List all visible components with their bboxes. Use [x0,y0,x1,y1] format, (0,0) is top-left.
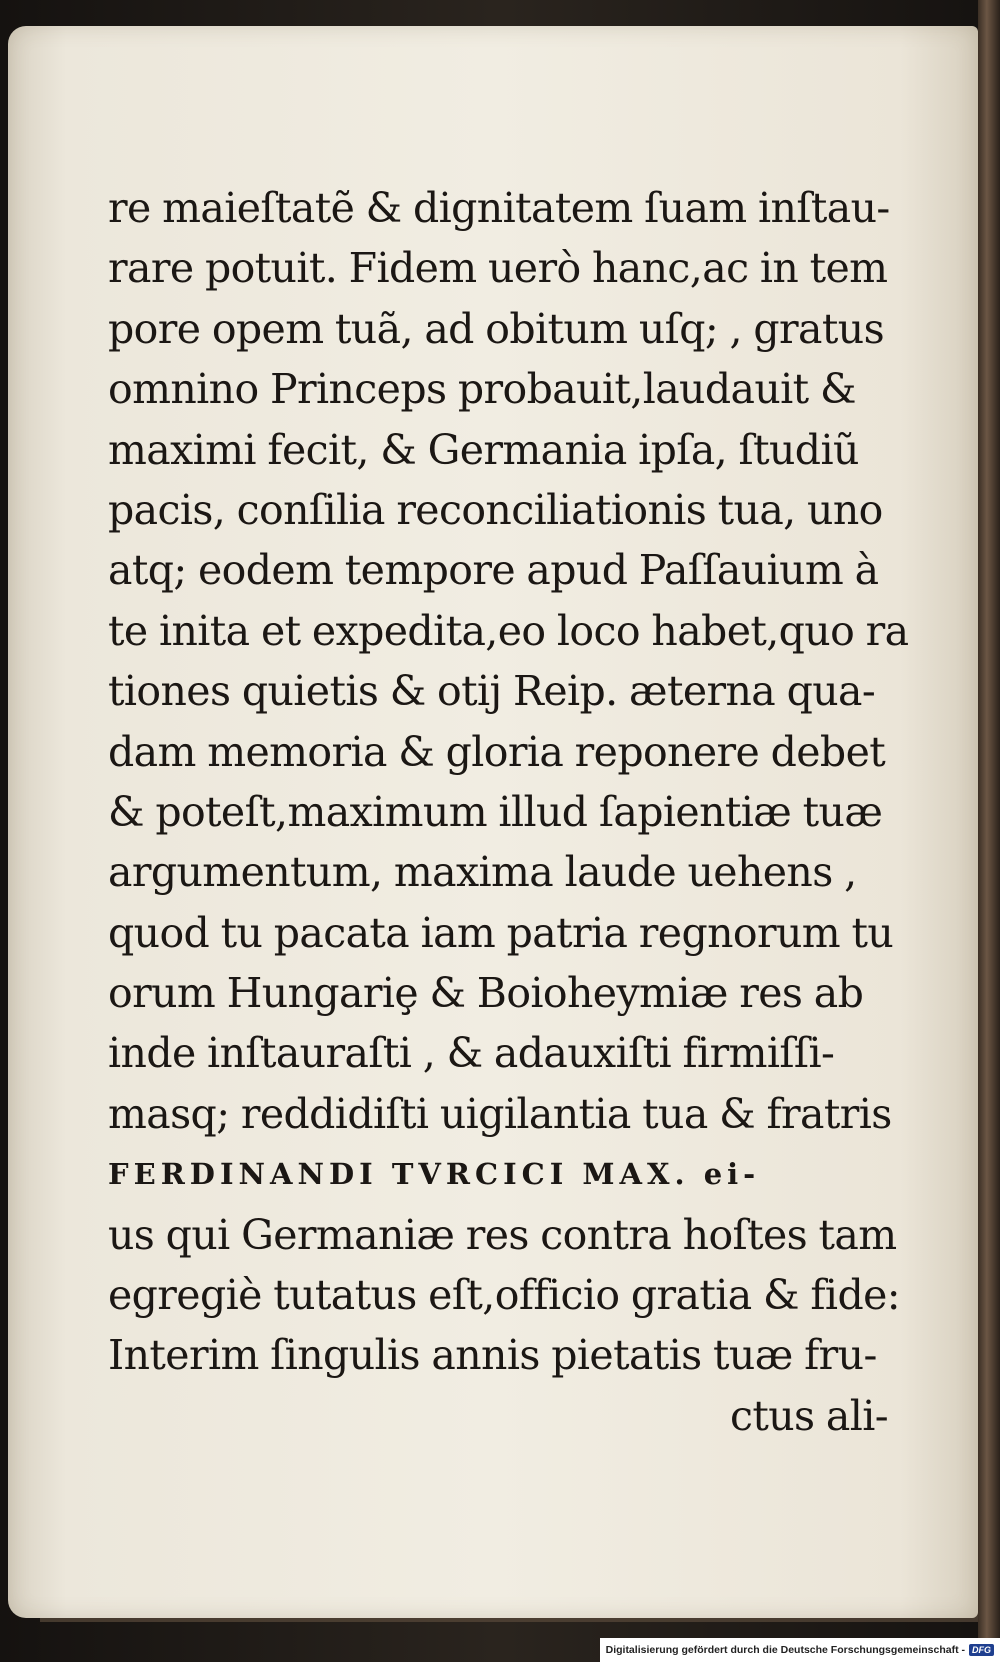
text-line: quod tu pacata iam patria regnorum tu [108,908,894,957]
text-line: & poteſt,maximum illud ſapientiæ tuæ [108,787,883,836]
footer-credit: Digitalisierung gefördert durch die Deutsche Forschungsgemeinschaft - [605,1644,965,1656]
text-line-capitals: FERDINANDI TVRCICI MAX. ei- [108,1157,761,1192]
book-edge [978,0,1000,1640]
text-line: Interim ſingulis annis pietatis tuæ fru- [108,1331,877,1380]
text-line: egregiè tutatus eſt,officio gratia & fide: [108,1271,900,1320]
dfg-logo: DFG [969,1644,994,1656]
page-text [108,178,928,1446]
text-line: us qui Germaniæ res contra hoſtes tam [108,1210,897,1259]
text-line: re maieſtatẽ & dignitatem ſuam inſtau- [108,184,890,232]
text-line: maximi fecit, & Germania ipſa, ſtudiũ [108,425,859,474]
text-line: tiones quietis & otij Reip. æterna qua- [108,667,876,716]
text-line: pacis, conſilia reconciliationis tua, uno [108,485,883,534]
text-line: pore opem tuã, ad obitum uſq; , gratus [108,304,885,353]
text-line: rare potuit. Fidem uerò hanc,ac in tem [108,244,888,293]
digitization-footer [600,1638,1000,1662]
text-line: dam memoria & gloria reponere debet [108,727,886,776]
catchword: ctus ali- [729,1391,888,1440]
text-line: masq; reddidiſti uigilantia tua & fratris [108,1089,892,1138]
text-line: omnino Princeps probauit,laudauit & [108,365,856,414]
text-line: orum Hungariȩ & Boioheymiæ res ab [108,969,864,1018]
text-line: argumentum, maxima laude uehens , [108,848,857,897]
text-line: inde inſtauraſti , & adauxiſti firmiſſi- [108,1029,835,1078]
text-line: atq; eodem tempore apud Paſſauium à [108,546,879,595]
text-line: te inita et expedita,eo loco habet,quo ra [108,606,909,655]
